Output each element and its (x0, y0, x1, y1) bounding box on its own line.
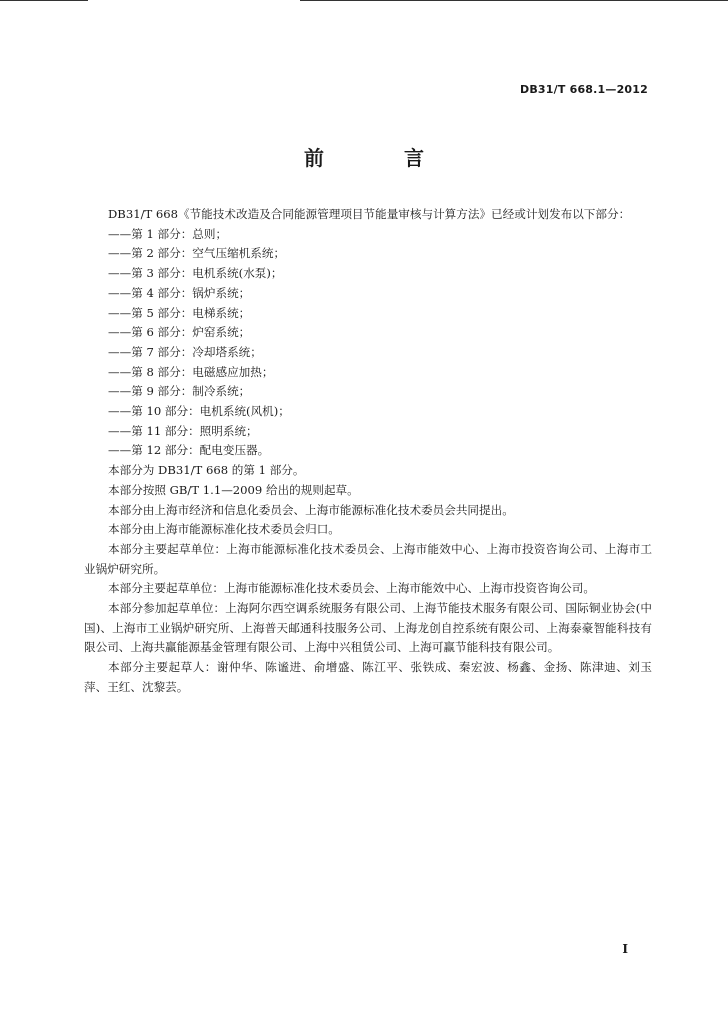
list-item: ——第 3 部分：电机系统(水泵)； (108, 266, 283, 281)
list-item: ——第 8 部分：电磁感应加热； (108, 364, 274, 379)
list-item: ——第 9 部分：制冷系统； (108, 384, 251, 399)
document-body (84, 205, 652, 698)
parts-list (84, 225, 652, 461)
page-number: I (622, 942, 628, 956)
standard-code-header: DB31/T 668.1—2012 (520, 83, 648, 96)
paragraph-main-drafters-1: 本部分主要起草单位：上海市能源标准化技术委员会、上海市能效中心、上海市投资咨询公司、上海市工业锅炉研究所。 (84, 541, 652, 576)
intro-paragraph: DB31/T 668《节能技术改造及合同能源管理项目节能量审核与计算方法》已经或计划发布以下部分： (108, 207, 631, 221)
paragraph-drafting-rules: 本部分按照 GB/T 1.1—2009 给出的规则起草。 (108, 482, 359, 497)
paragraph-part-number: 本部分为 DB31/T 668 的第 1 部分。 (108, 463, 305, 478)
list-item: ——第 1 部分：总则； (108, 226, 228, 241)
list-item: ——第 12 部分：配电变压器。 (108, 443, 270, 458)
paragraph-main-drafters-2: 本部分主要起草单位：上海市能源标准化技术委员会、上海市能效中心、上海市投资咨询公司。 (108, 581, 595, 596)
paragraph-drafting-persons: 本部分主要起草人：谢仲华、陈谧进、俞增盛、陈江平、张铁成、秦宏波、杨鑫、金扬、陈津迪、刘玉萍、王红、沈黎芸。 (84, 660, 652, 694)
list-item: ——第 10 部分：电机系统(风机)； (108, 404, 290, 419)
list-item: ——第 2 部分：空气压缩机系统； (108, 246, 286, 261)
scan-edge-line-left (0, 0, 88, 1)
list-item: ——第 7 部分：冷却塔系统； (108, 344, 262, 359)
list-item: ——第 4 部分：锅炉系统； (108, 285, 251, 300)
list-item: ——第 6 部分：炉窑系统； (108, 325, 251, 340)
scan-edge-line-right (300, 0, 728, 1)
paragraph-centralized-by: 本部分由上海市能源标准化技术委员会归口。 (108, 522, 340, 537)
paragraph-proposed-by: 本部分由上海市经济和信息化委员会、上海市能源标准化技术委员会共同提出。 (108, 502, 514, 517)
list-item: ——第 11 部分：照明系统； (108, 423, 258, 438)
list-item: ——第 5 部分：电梯系统； (108, 305, 251, 320)
paragraph-participating-drafters: 本部分参加起草单位：上海阿尔西空调系统服务有限公司、上海节能技术服务有限公司、国际铜业协会(中国)、上海市工业锅炉研究所、上海普天邮通科技服务公司、上海龙创自控系统有限公司、上海泰豪智能科技有限公司、上海共赢能源基金管理有限公司、上海中兴租赁公司、上海可赢节能科技有限公司。 (84, 601, 652, 655)
page-title: 前 言 (304, 146, 454, 170)
